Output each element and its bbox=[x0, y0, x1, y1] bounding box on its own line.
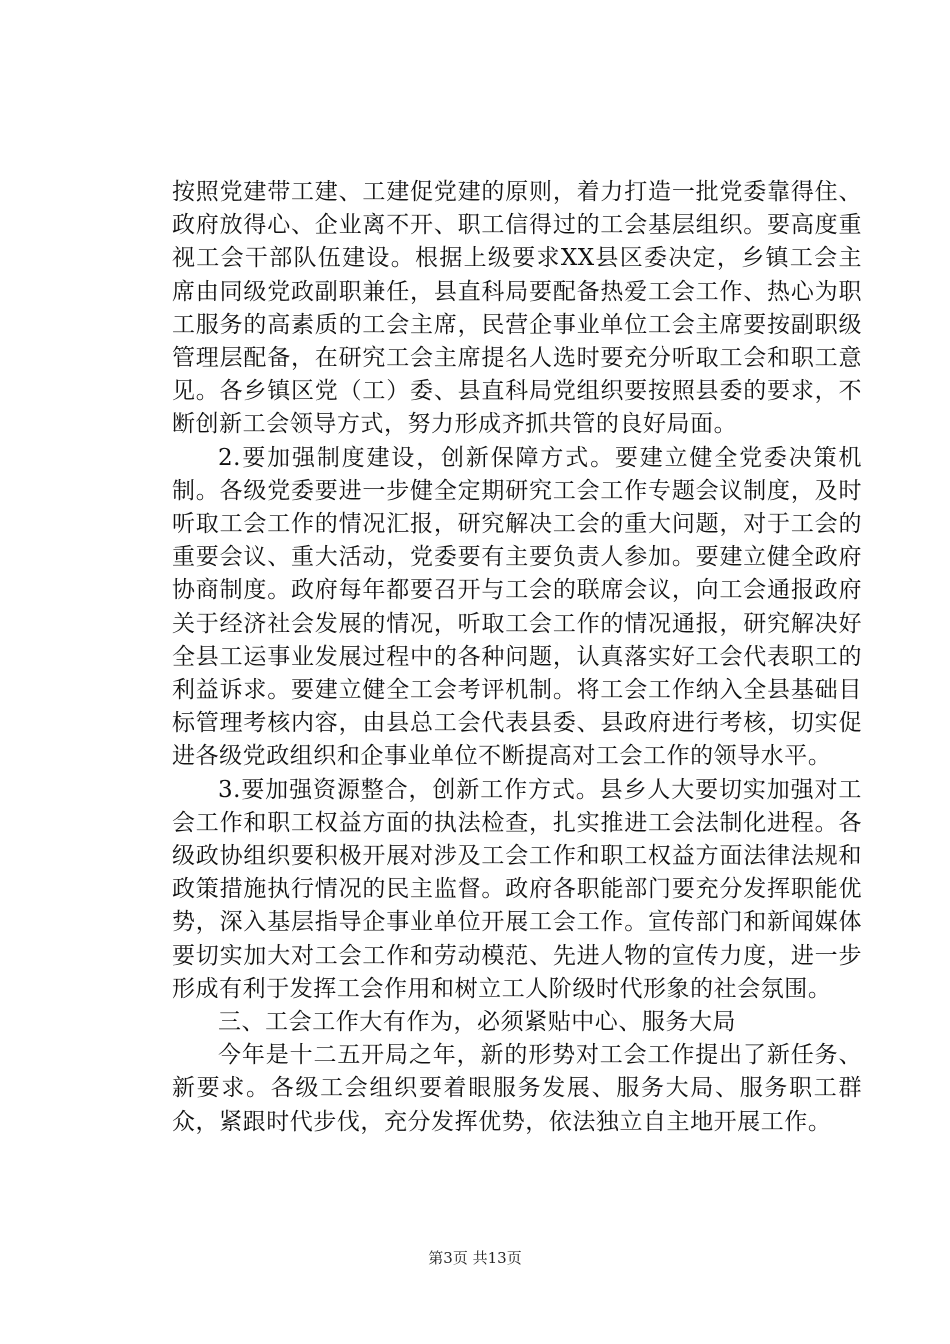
page-number-footer: 第3页 共13页 bbox=[428, 1249, 522, 1267]
paragraph-3: 3.要加强资源整合，创新工作方式。县乡人大要切实加强对工会工作和职工权益方面的执法检查，扎实推进工会法制化进程。各级政协组织要积极开展对涉及工会工作和职工权益方面法律法规和政策措施执行情况的民主监督。政府各职能部门要充分发挥职能优势，深入基层指导企事业单位开展工会工作。宣传部门和新闻媒体要切实加大对工会工作和劳动模范、先进人物的宣传力度，进一步形成有利于发挥工会作用和树立工人阶级时代形象的社会氛围。 bbox=[172, 776, 862, 1002]
paragraph-2: 2.要加强制度建设，创新保障方式。要建立健全党委决策机制。各级党委要进一步健全定期研究工会工作专题会议制度，及时听取工会工作的情况汇报，研究解决工会的重大问题，对于工会的重要会议、重大活动，党委要有主要负责人参加。要建立健全政府协商制度。政府每年都要召开与工会的联席会议，向工会通报政府关于经济社会发展的情况，听取工会工作的情况通报，研究解决好全县工运事业发展过程中的各种问题，认真落实好工会代表职工的利益诉求。要建立健全工会考评机制。将工会工作纳入全县基础目标管理考核内容，由县总工会代表县委、县政府进行考核，切实促进各级党政组织和企事业单位不断提高对工会工作的领导水平。 bbox=[172, 444, 862, 770]
section-heading: 三、工会工作大有作为，必须紧贴中心、服务大局 bbox=[218, 1009, 737, 1036]
paragraph-4: 今年是十二五开局之年，新的形势对工会工作提出了新任务、新要求。各级工会组织要着眼服务发展、服务大局、服务职工群众，紧跟时代步伐，充分发挥优势，依法独立自主地开展工作。 bbox=[172, 1042, 862, 1135]
document-body bbox=[172, 176, 862, 1139]
paragraph-1: 按照党建带工建、工建促党建的原则，着力打造一批党委靠得住、政府放得心、企业离不开、职工信得过的工会基层组织。要高度重视工会干部队伍建设。根据上级要求XX县区委决定，乡镇工会主席由同级党政副职兼任，县直科局要配备热爱工会工作、热心为职工服务的高素质的工会主席，民营企事业单位工会主席要按副职级管理层配备，在研究工会主席提名人选时要充分听取工会和职工意见。各乡镇区党（工）委、县直科局党组织要按照县委的要求，不断创新工会领导方式，努力形成齐抓共管的良好局面。 bbox=[172, 179, 862, 438]
